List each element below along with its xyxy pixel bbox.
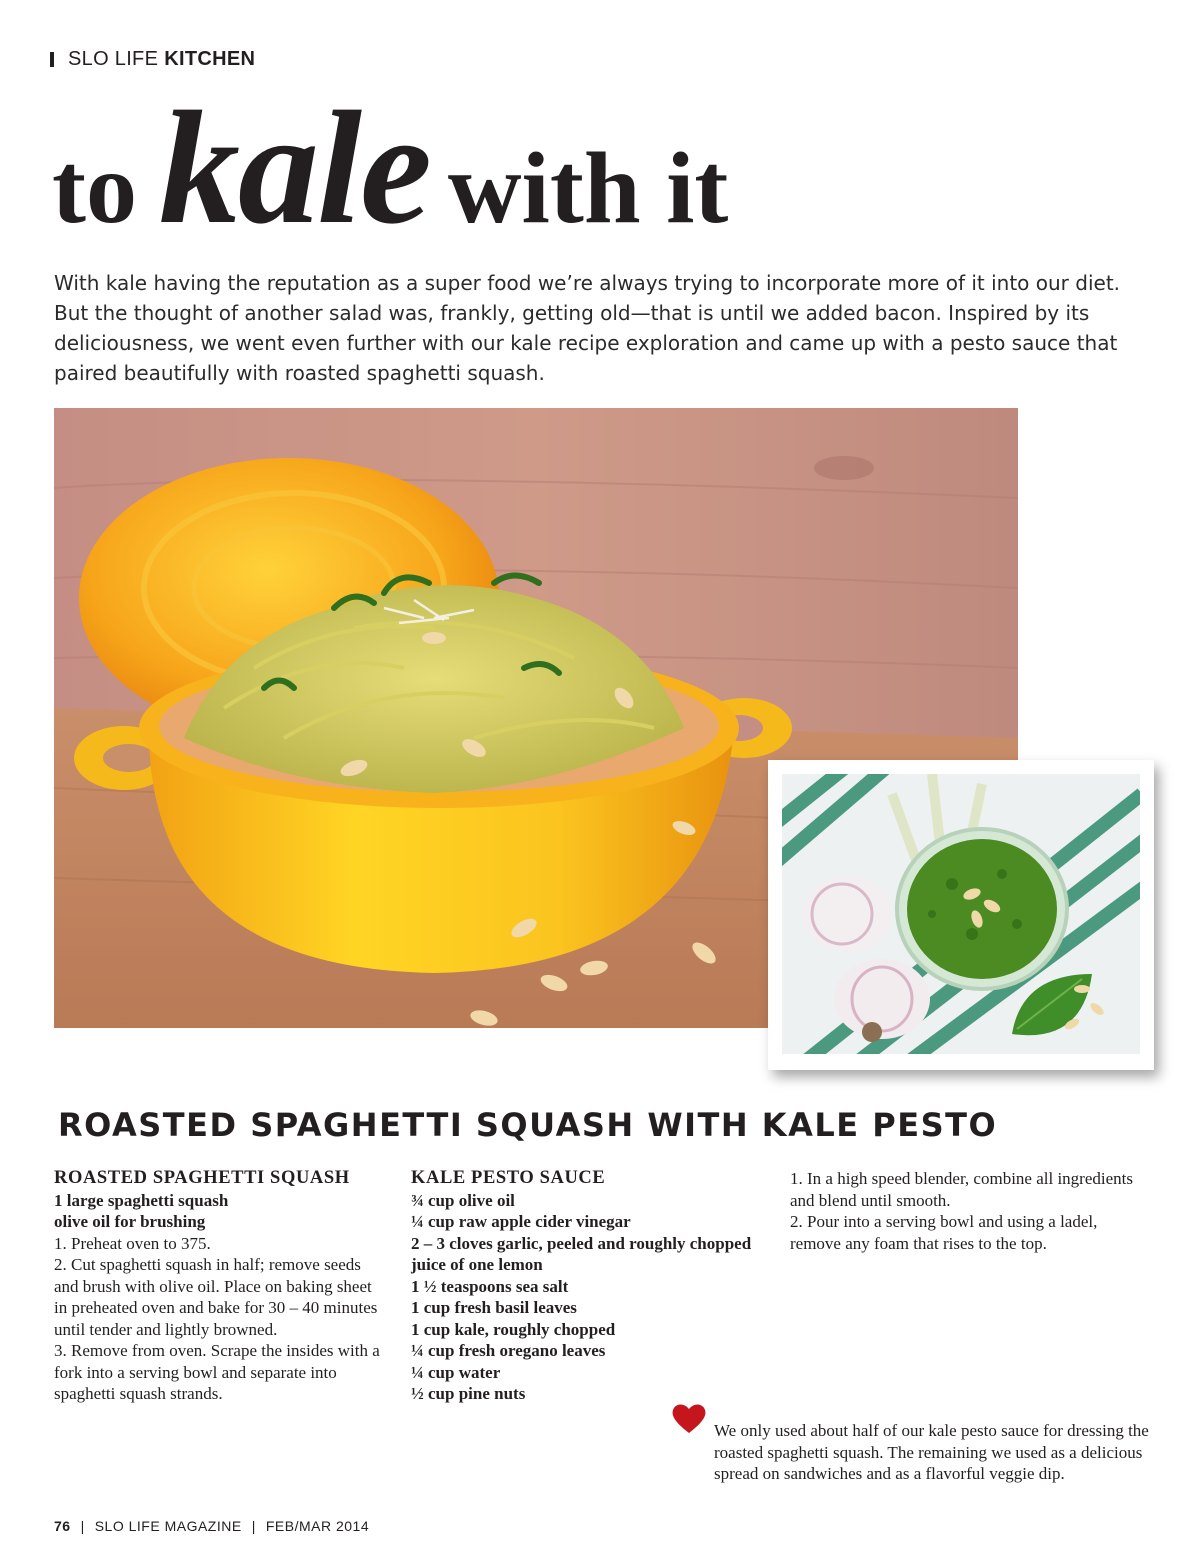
section-prefix: SLO LIFE xyxy=(68,48,159,70)
squash-step: 1. Preheat oven to 375. xyxy=(54,1233,211,1253)
pesto-bowl-illustration xyxy=(782,774,1140,1054)
section-bar xyxy=(50,52,54,67)
headline-word-to: to xyxy=(52,132,137,245)
squash-heading: ROASTED SPAGHETTI SQUASH xyxy=(54,1168,350,1188)
heart-icon xyxy=(670,1401,708,1435)
section-tag xyxy=(50,48,255,71)
pesto-column xyxy=(411,1168,773,1405)
inset-photo-pesto xyxy=(768,760,1154,1070)
pesto-step: 2. Pour into a serving bowl and using a ladel, remove any foam that rises to the top. xyxy=(790,1212,1098,1253)
pesto-ingredient: juice of one lemon xyxy=(411,1255,543,1274)
pesto-ingredient: ¼ cup water xyxy=(411,1362,501,1382)
pesto-ingredient: 1 ½ teaspoons sea salt xyxy=(411,1276,569,1296)
page-number: 76 xyxy=(54,1518,71,1534)
pesto-ingredient: ¾ cup olive oil xyxy=(411,1190,515,1210)
headline-word-kale: kale xyxy=(158,79,430,258)
footer-separator: | xyxy=(80,1518,85,1534)
squash-ingredient: olive oil for brushing xyxy=(54,1212,206,1231)
squash-column xyxy=(54,1168,384,1405)
squash-ingredient: 1 large spaghetti squash xyxy=(54,1190,229,1210)
magazine-name: SLO LIFE MAGAZINE xyxy=(94,1518,242,1534)
pesto-ingredient: ¼ cup raw apple cider vinegar xyxy=(411,1212,631,1231)
issue-date: FEB/MAR 2014 xyxy=(265,1518,370,1534)
pesto-steps-column xyxy=(790,1168,1150,1254)
pesto-ingredient: 1 cup kale, roughly chopped xyxy=(411,1319,616,1339)
pesto-ingredient: 1 cup fresh basil leaves xyxy=(411,1298,577,1317)
pesto-step: 1. In a high speed blender, combine all ingredients and blend until smooth. xyxy=(790,1169,1133,1210)
pesto-ingredient: ½ cup pine nuts xyxy=(411,1384,526,1403)
headline-word-with-it: with it xyxy=(447,132,729,245)
recipe-note: We only used about half of our kale pesto sauce for dressing the roasted spaghetti squash. The remaining we used as a delicious spread on sandwiches and as a flavorful veggie dip. xyxy=(714,1421,1149,1483)
pesto-ingredient: ¼ cup fresh oregano leaves xyxy=(411,1341,606,1360)
intro-paragraph: With kale having the reputation as a super food we’re always trying to incorporate more of it into our diet. But the thought of another salad was, frankly, getting old—that is until we added bacon. Inspired by its deliciousness, we went even further with our kale recipe exploration and came up with a pesto sauce that paired beautifully with roasted spaghetti squash. xyxy=(54,271,1121,385)
pesto-heading: KALE PESTO SAUCE xyxy=(411,1168,606,1188)
headline xyxy=(52,79,729,258)
page-footer xyxy=(54,1518,369,1534)
section-name: KITCHEN xyxy=(164,48,256,70)
squash-step: 3. Remove from oven. Scrape the insides with a fork into a serving bowl and separate into spaghetti squash strands. xyxy=(54,1341,380,1403)
pesto-ingredient: 2 – 3 cloves garlic, peeled and roughly chopped xyxy=(411,1233,752,1253)
recipe-title: ROASTED SPAGHETTI SQUASH WITH KALE PESTO xyxy=(58,1106,998,1144)
squash-step: 2. Cut spaghetti squash in half; remove seeds and brush with olive oil. Place on baking sheet in preheated oven and bake for 30 – 40 minutes until tender and lightly browned. xyxy=(54,1255,378,1339)
footer-separator: | xyxy=(251,1518,256,1534)
